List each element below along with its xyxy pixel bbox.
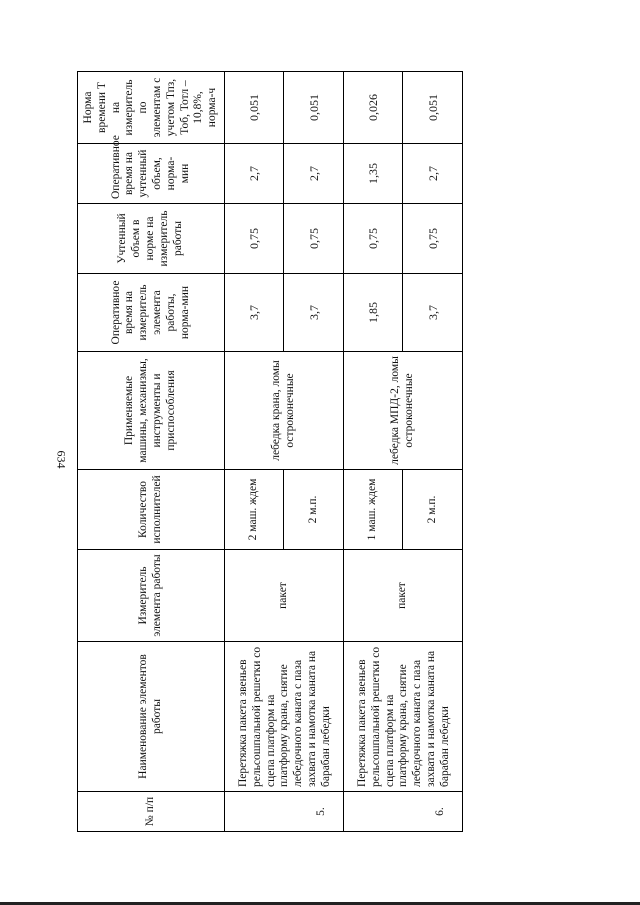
row-equipment: лебедка МПД-2, ломы остроконечные [343, 352, 462, 470]
header-unit: Измеритель элемента работы [78, 550, 225, 642]
row-name: Перетяжка пакета звеньев рельсошпальной решетки со сцепа платформ на платформу крана, снятие лебедочного каната с паза захвата и намотка каната на барабан лебедки [224, 642, 343, 792]
row-norm: 0,051 [403, 72, 463, 144]
row-norm: 0,051 [284, 72, 344, 144]
row-unit: пакет [224, 550, 343, 642]
header-num: № п/п [78, 792, 225, 832]
header-op-time-vol: Оперативное время на учтенный объем, норма-мин [78, 144, 225, 204]
header-vol: Учтенный объем в норме на измеритель работы [78, 204, 225, 274]
table-row [224, 72, 283, 832]
row-op-time-vol: 2,7 [403, 144, 463, 204]
row-vol: 0,75 [343, 204, 402, 274]
row-num: 5. [224, 792, 343, 832]
row-op-time-vol: 1,35 [343, 144, 402, 204]
norms-table [77, 71, 463, 832]
table-row [343, 72, 402, 832]
header-name: Наименование элементов работы [78, 642, 225, 792]
row-vol: 0,75 [403, 204, 463, 274]
row-op-time-vol: 2,7 [224, 144, 283, 204]
row-norm: 0,051 [224, 72, 283, 144]
row-op-time: 3,7 [403, 274, 463, 352]
row-num: 6. [343, 792, 462, 832]
row-norm: 0,026 [343, 72, 402, 144]
row-vol: 0,75 [224, 204, 283, 274]
norms-table-container [77, 72, 463, 832]
row-op-time-vol: 2,7 [284, 144, 344, 204]
row-op-time: 3,7 [284, 274, 344, 352]
row-crew: 2 м.п. [403, 470, 463, 550]
row-crew: 2 маш. ждем [224, 470, 283, 550]
row-crew: 2 м.п. [284, 470, 344, 550]
header-equipment: Применяемые машины, механизмы, инструменты и приспособления [78, 352, 225, 470]
header-crew: Количество исполнителей [78, 470, 225, 550]
row-equipment: лебедка крана, ломы остроконечные [224, 352, 343, 470]
row-vol: 0,75 [284, 204, 344, 274]
header-norm: Норма времени Т на измеритель по элементам с учетом Тпз, Тоб, Тотл – 10,8%, норма-ч [78, 72, 225, 144]
row-op-time: 3,7 [224, 274, 283, 352]
row-name: Перетяжка пакета звеньев рельсошпальной решетки со сцепа платформ на платформу крана, снятие лебедочного каната с паза захвата и намотка каната на барабан лебедки [343, 642, 462, 792]
table-header-row [78, 72, 225, 832]
row-crew: 1 маш. ждем [343, 470, 402, 550]
row-op-time: 1,85 [343, 274, 402, 352]
page-number: 634 [54, 450, 69, 469]
header-op-time: Оперативное время на измеритель элемента работы, норма-мин [78, 274, 225, 352]
row-unit: пакет [343, 550, 462, 642]
